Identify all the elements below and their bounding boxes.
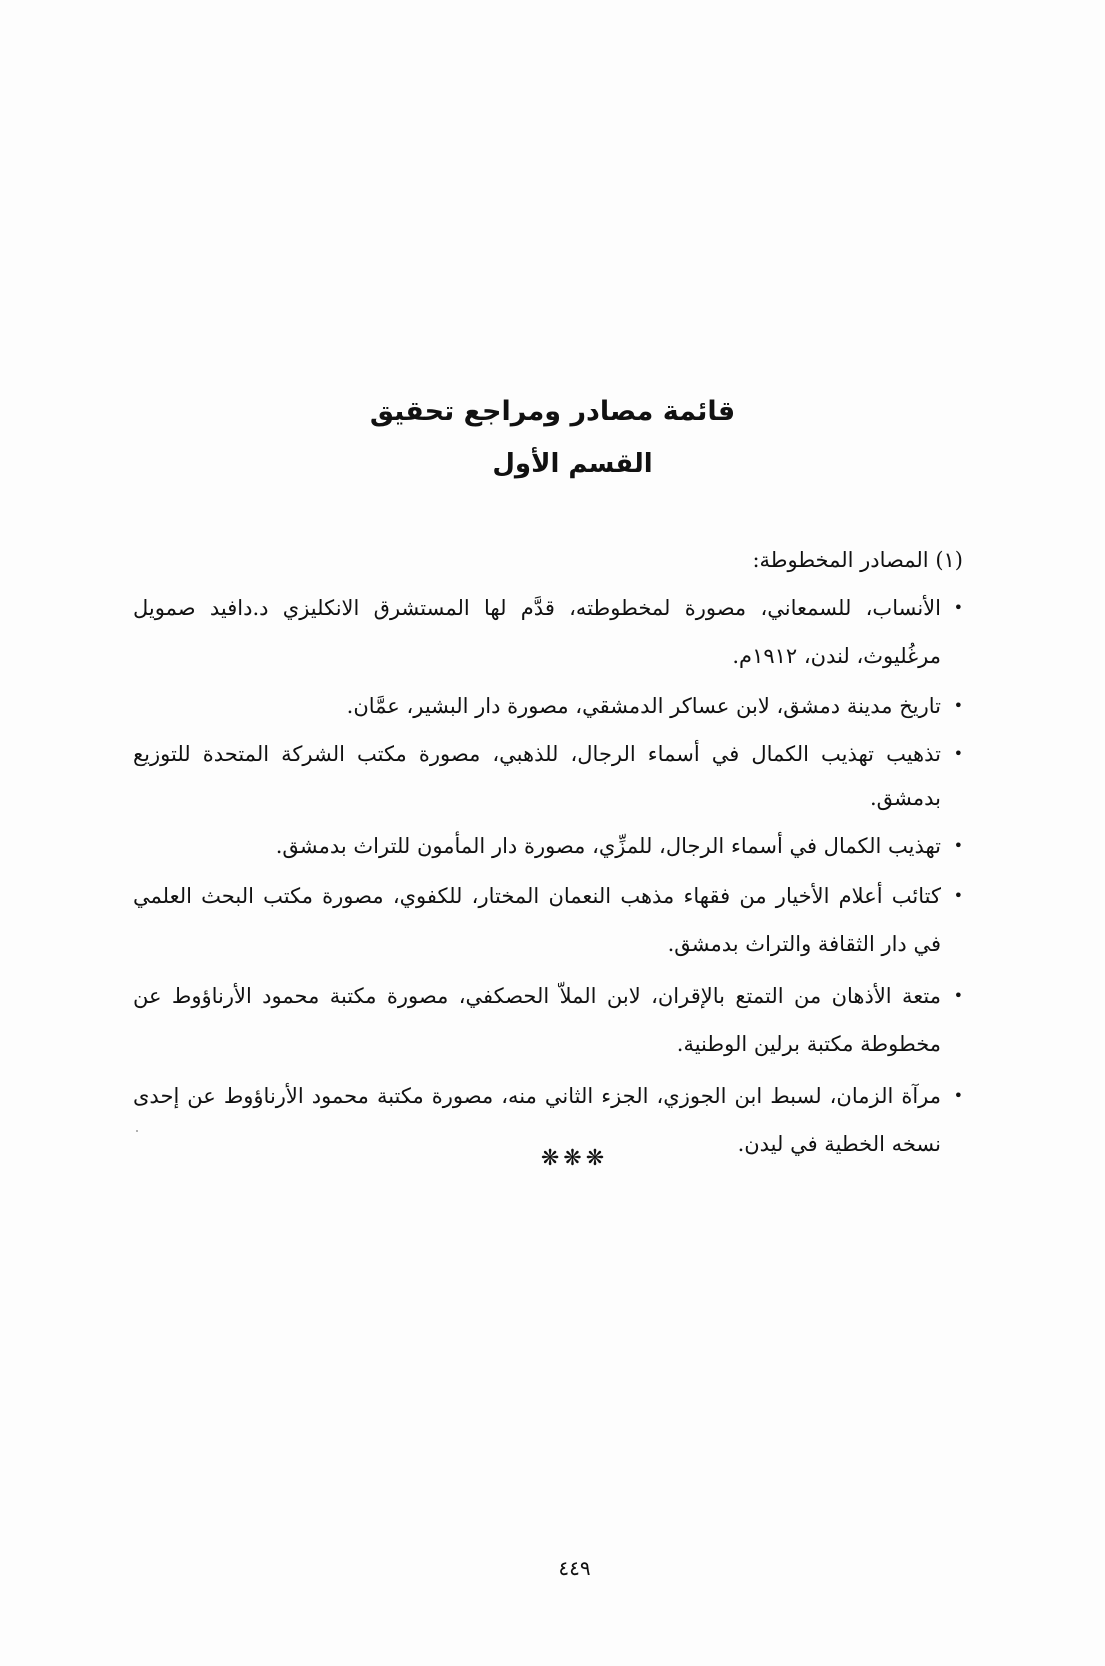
- list-item: [133, 584, 963, 680]
- page-number: ٤٤٩: [558, 1556, 591, 1580]
- page-title: قائمة مصادر ومراجع تحقيق: [369, 396, 736, 427]
- entry-text: متعة الأذهان من التمتع بالإقران، لابن الملاّ الحصكفي، مصورة مكتبة محمود الأرناؤوط عن مخطوطة مكتبة برلين الوطنية.: [133, 984, 941, 1056]
- list-item: [133, 824, 963, 868]
- sources-list: [133, 584, 963, 1168]
- entry-text: تذهيب تهذيب الكمال في أسماء الرجال، للذهبي، مصورة مكتب الشركة المتحدة للتوزيع بدمشق.: [133, 742, 941, 810]
- entry-text: مرآة الزمان، لسبط ابن الجوزي، الجزء الثاني منه، مصورة مكتبة محمود الأرناؤوط عن إحدى نسخه الخطية في ليدن.: [133, 1084, 941, 1156]
- bullet-icon: •: [953, 598, 963, 617]
- list-item: [133, 872, 963, 968]
- list-item: [133, 972, 963, 1068]
- list-item: [133, 684, 963, 728]
- list-item: [133, 732, 963, 820]
- entry-text: تهذيب الكمال في أسماء الرجال، للمزِّي، مصورة دار المأمون للتراث بدمشق.: [275, 834, 941, 858]
- section-heading: (١) المصادر المخطوطة:: [752, 548, 963, 572]
- title-block: [0, 392, 1105, 484]
- entry-text: كتائب أعلام الأخيار من فقهاء مذهب النعمان المختار، للكفوي، مصورة مكتب البحث العلمي في دار الثقافة والتراث بدمشق.: [133, 884, 941, 956]
- section-divider-ornament: ❋❋❋: [540, 1146, 609, 1171]
- bullet-icon: •: [953, 1086, 963, 1105]
- bullet-icon: •: [953, 696, 963, 715]
- entry-text: تاريخ مدينة دمشق، لابن عساكر الدمشقي، مصورة دار البشير، عمَّان.: [346, 694, 941, 718]
- page-subtitle: القسم الأول: [492, 449, 653, 479]
- bullet-icon: •: [953, 986, 963, 1005]
- bullet-icon: •: [953, 744, 963, 763]
- entry-text: الأنساب، للسمعاني، مصورة لمخطوطته، قدَّم لها المستشرق الانكليزي د.دافيد صمويل مرغُليوث، لندن، ١٩١٢م.: [133, 596, 941, 668]
- bullet-icon: •: [953, 886, 963, 905]
- bullet-icon: •: [953, 836, 963, 855]
- sources-content: [133, 540, 963, 1172]
- scan-speck: [136, 1130, 138, 1132]
